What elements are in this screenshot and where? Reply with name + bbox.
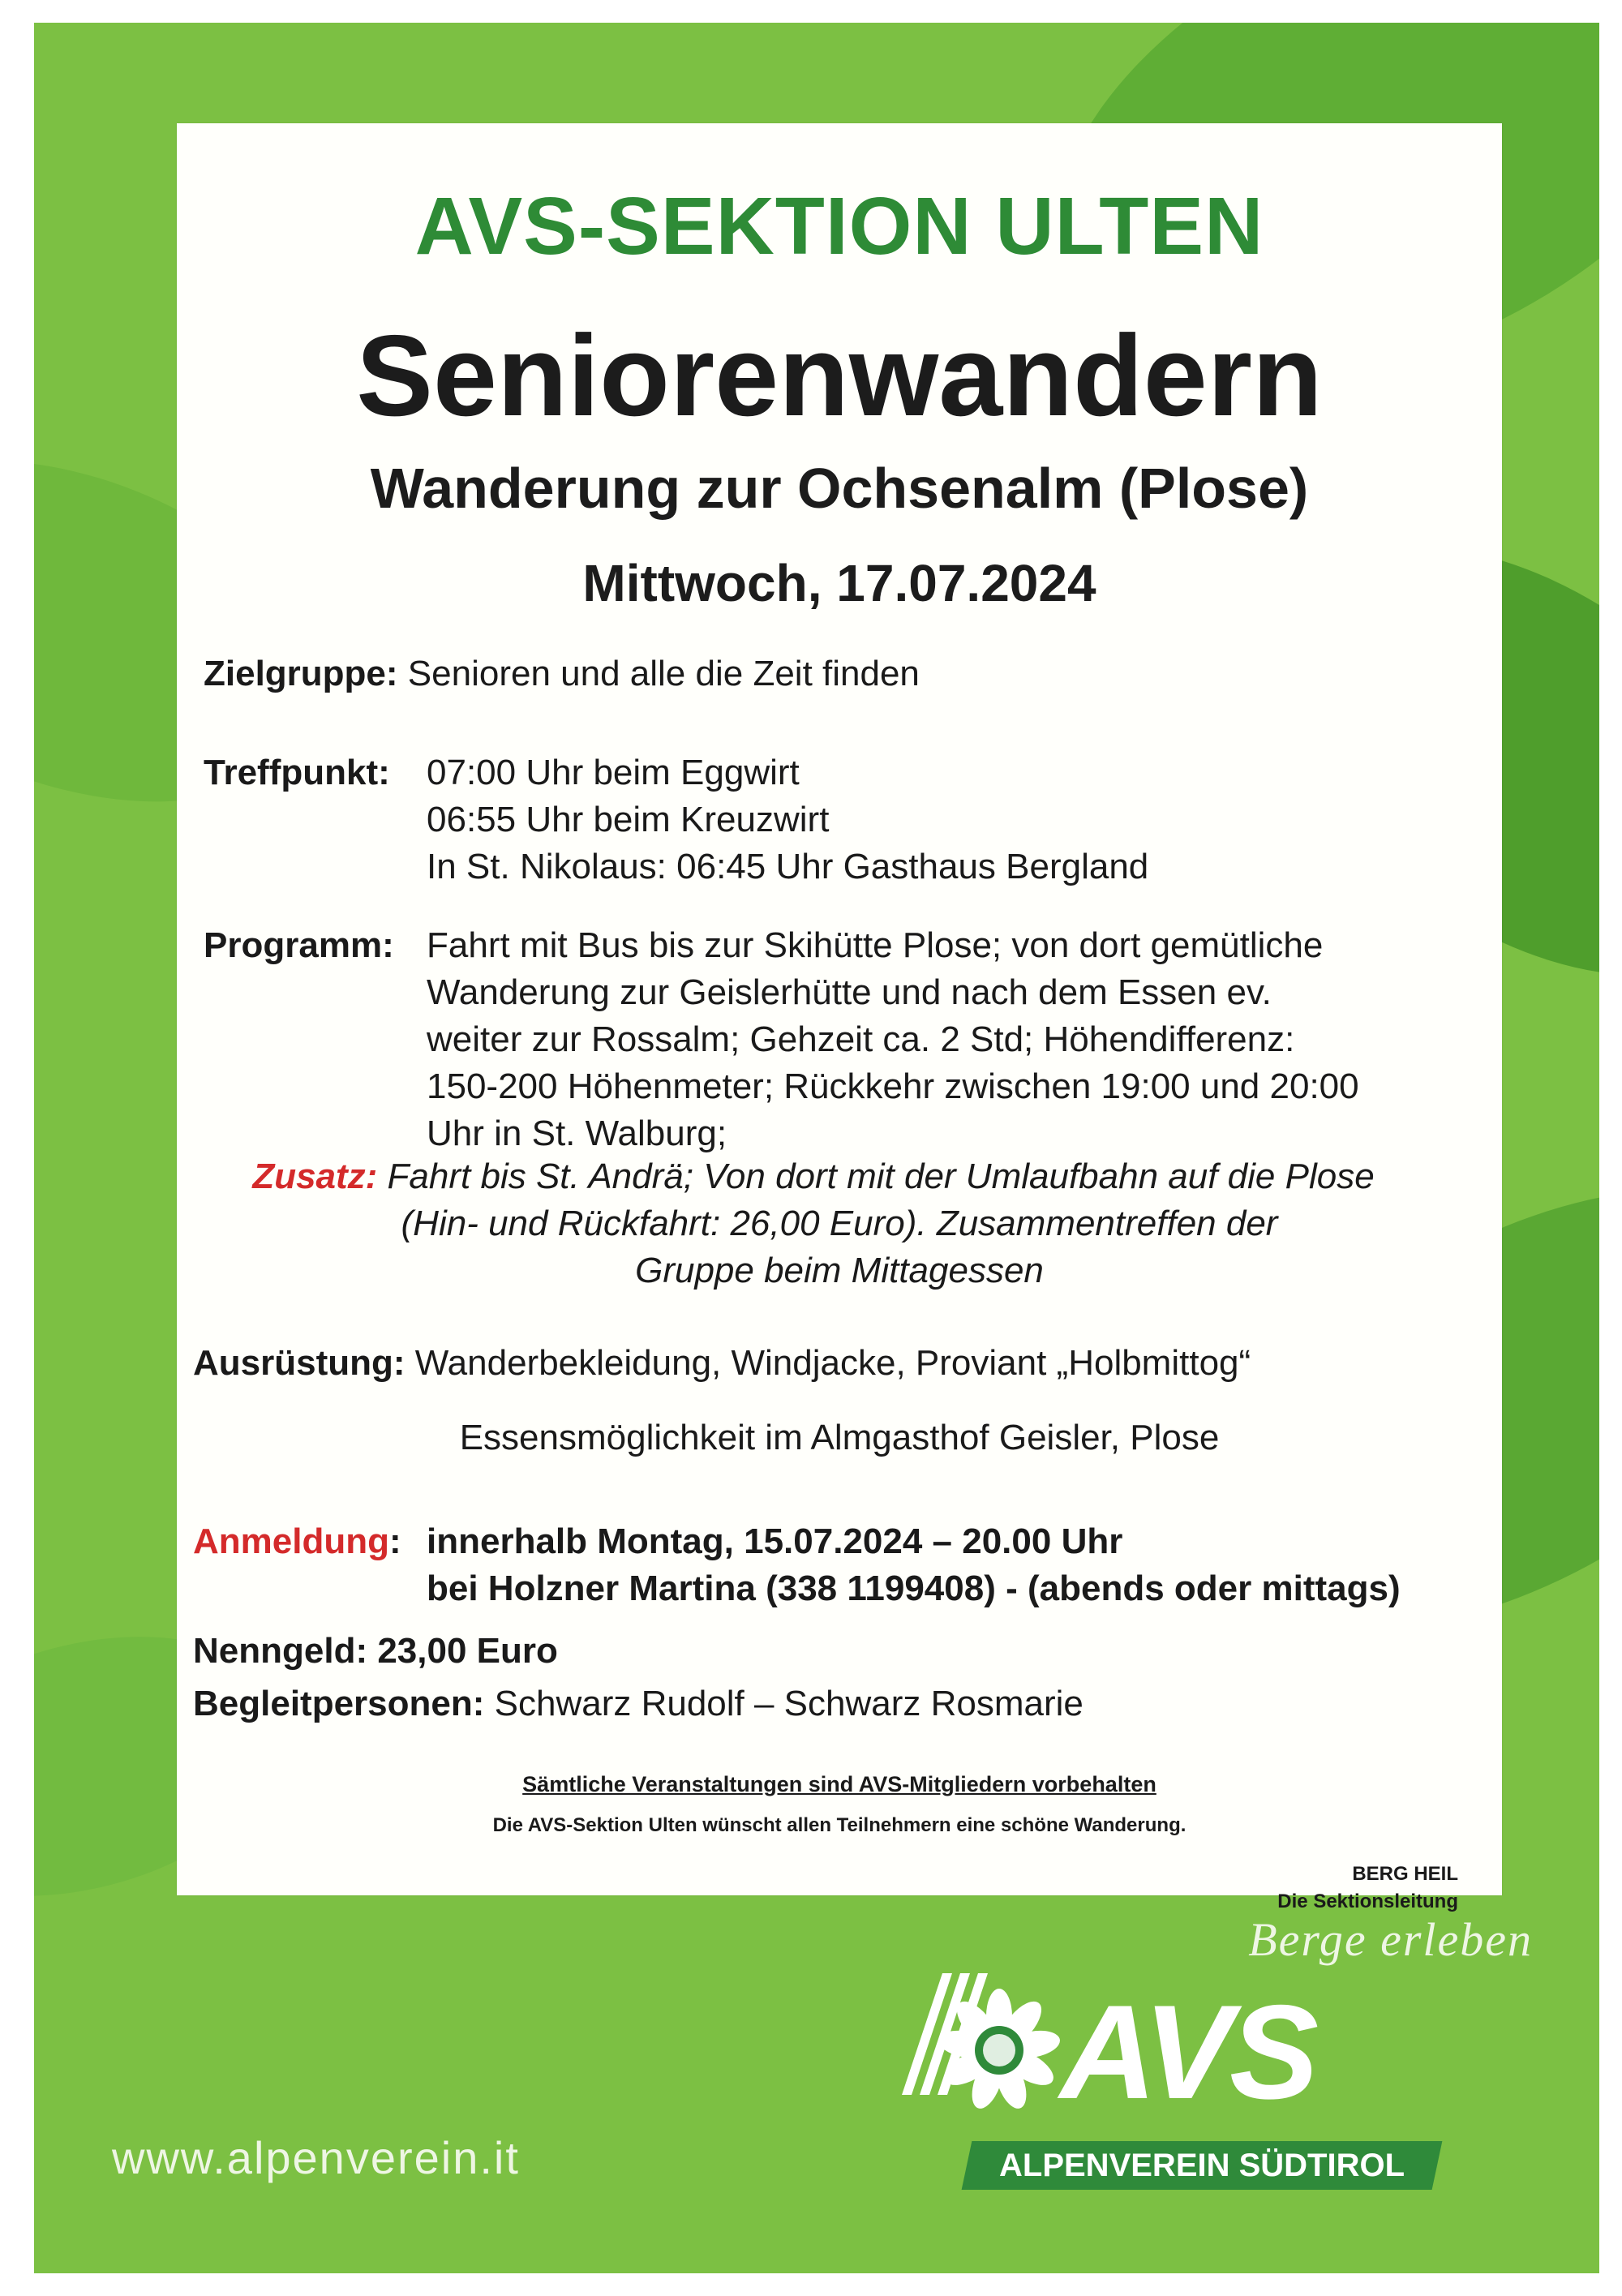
addition-line: Gruppe beim Mittagessen: [635, 1251, 1044, 1290]
meeting-point-line: 07:00 Uhr beim Eggwirt: [427, 753, 800, 792]
food-option: Essensmöglichkeit im Almgasthof Geisler, Plose: [459, 1418, 1220, 1457]
members-note: Sämtliche Veranstaltungen sind AVS-Mitgliedern vorbehalten: [522, 1772, 1156, 1796]
program-lines: [427, 922, 1359, 1157]
program-label: Programm:: [204, 925, 394, 965]
addition-label: Zusatz:: [252, 1157, 378, 1196]
fee: Nenngeld: 23,00 Euro: [193, 1631, 558, 1671]
headline: Seniorenwandern: [356, 311, 1323, 440]
flyer-sheet: [177, 123, 1502, 1912]
signoff-signature: Die Sektionsleitung: [1277, 1890, 1458, 1912]
registration-lines: [427, 1518, 1401, 1612]
registration-line: bei Holzner Martina (338 1199408) - (abends oder mittags): [427, 1569, 1401, 1608]
poster-background: [34, 23, 1599, 2273]
tagline: Berge erleben: [1248, 1913, 1533, 1966]
meeting-point-line: 06:55 Uhr beim Kreuzwirt: [427, 800, 830, 839]
registration-line: innerhalb Montag, 15.07.2024 – 20.00 Uhr: [427, 1521, 1123, 1561]
target-group-text: Senioren und alle die Zeit finden: [407, 654, 920, 693]
equipment-label: Ausrüstung:: [193, 1343, 406, 1383]
addition-block: [177, 1153, 1502, 1294]
registration-colon: :: [388, 1521, 401, 1561]
brand-logo: AVS: [1060, 1977, 1316, 2126]
addition-line: (Hin- und Rückfahrt: 26,00 Euro). Zusammentreffen der: [401, 1204, 1278, 1243]
addition-line: [151, 1153, 1476, 1200]
meeting-point-label: Treffpunkt:: [204, 753, 390, 792]
signoff: [1277, 1860, 1458, 1916]
edelweiss-icon: [934, 1985, 1064, 2115]
program-line: Uhr in St. Walburg;: [427, 1114, 727, 1153]
registration-label-wrap: [193, 1518, 401, 1565]
website-link[interactable]: www.alpenverein.it: [112, 2132, 520, 2183]
meeting-point-lines: [427, 749, 1148, 891]
signoff-greeting: BERG HEIL: [1352, 1863, 1458, 1885]
meeting-point-line: In St. Nikolaus: 06:45 Uhr Gasthaus Bergland: [427, 847, 1149, 886]
companions: [193, 1680, 1083, 1727]
wishes-note: Die AVS-Sektion Ulten wünscht allen Teilnehmern eine schöne Wanderung.: [492, 1814, 1186, 1836]
target-group: [204, 650, 920, 697]
program-line: Wanderung zur Geislerhütte und nach dem Essen ev.: [427, 972, 1272, 1012]
addition-text: Fahrt bis St. Andrä; Von dort mit der Umlaufbahn auf die Plose: [387, 1157, 1375, 1196]
section-title: AVS-SEKTION ULTEN: [414, 181, 1264, 272]
program-line: Fahrt mit Bus bis zur Skihütte Plose; von dort gemütliche: [427, 925, 1324, 965]
target-group-label: Zielgruppe:: [204, 654, 398, 693]
equipment: [193, 1340, 1251, 1387]
brand-subtitle-text: ALPENVEREIN SÜDTIROL: [998, 2148, 1405, 2183]
program-line: 150-200 Höhenmeter; Rückkehr zwischen 19:00 und 20:00: [427, 1066, 1359, 1106]
brand-subtitle: [962, 2141, 1443, 2190]
registration-label: Anmeldung: [193, 1521, 389, 1561]
event-date: Mittwoch, 17.07.2024: [582, 554, 1096, 612]
companions-label: Begleitpersonen:: [193, 1684, 485, 1723]
subheadline: Wanderung zur Ochsenalm (Plose): [370, 457, 1309, 520]
equipment-text: Wanderbekleidung, Windjacke, Proviant „Holbmittog“: [414, 1343, 1251, 1383]
companions-text: Schwarz Rudolf – Schwarz Rosmarie: [494, 1684, 1083, 1723]
program-line: weiter zur Rossalm; Gehzeit ca. 2 Std; Höhendifferenz:: [427, 1019, 1295, 1059]
